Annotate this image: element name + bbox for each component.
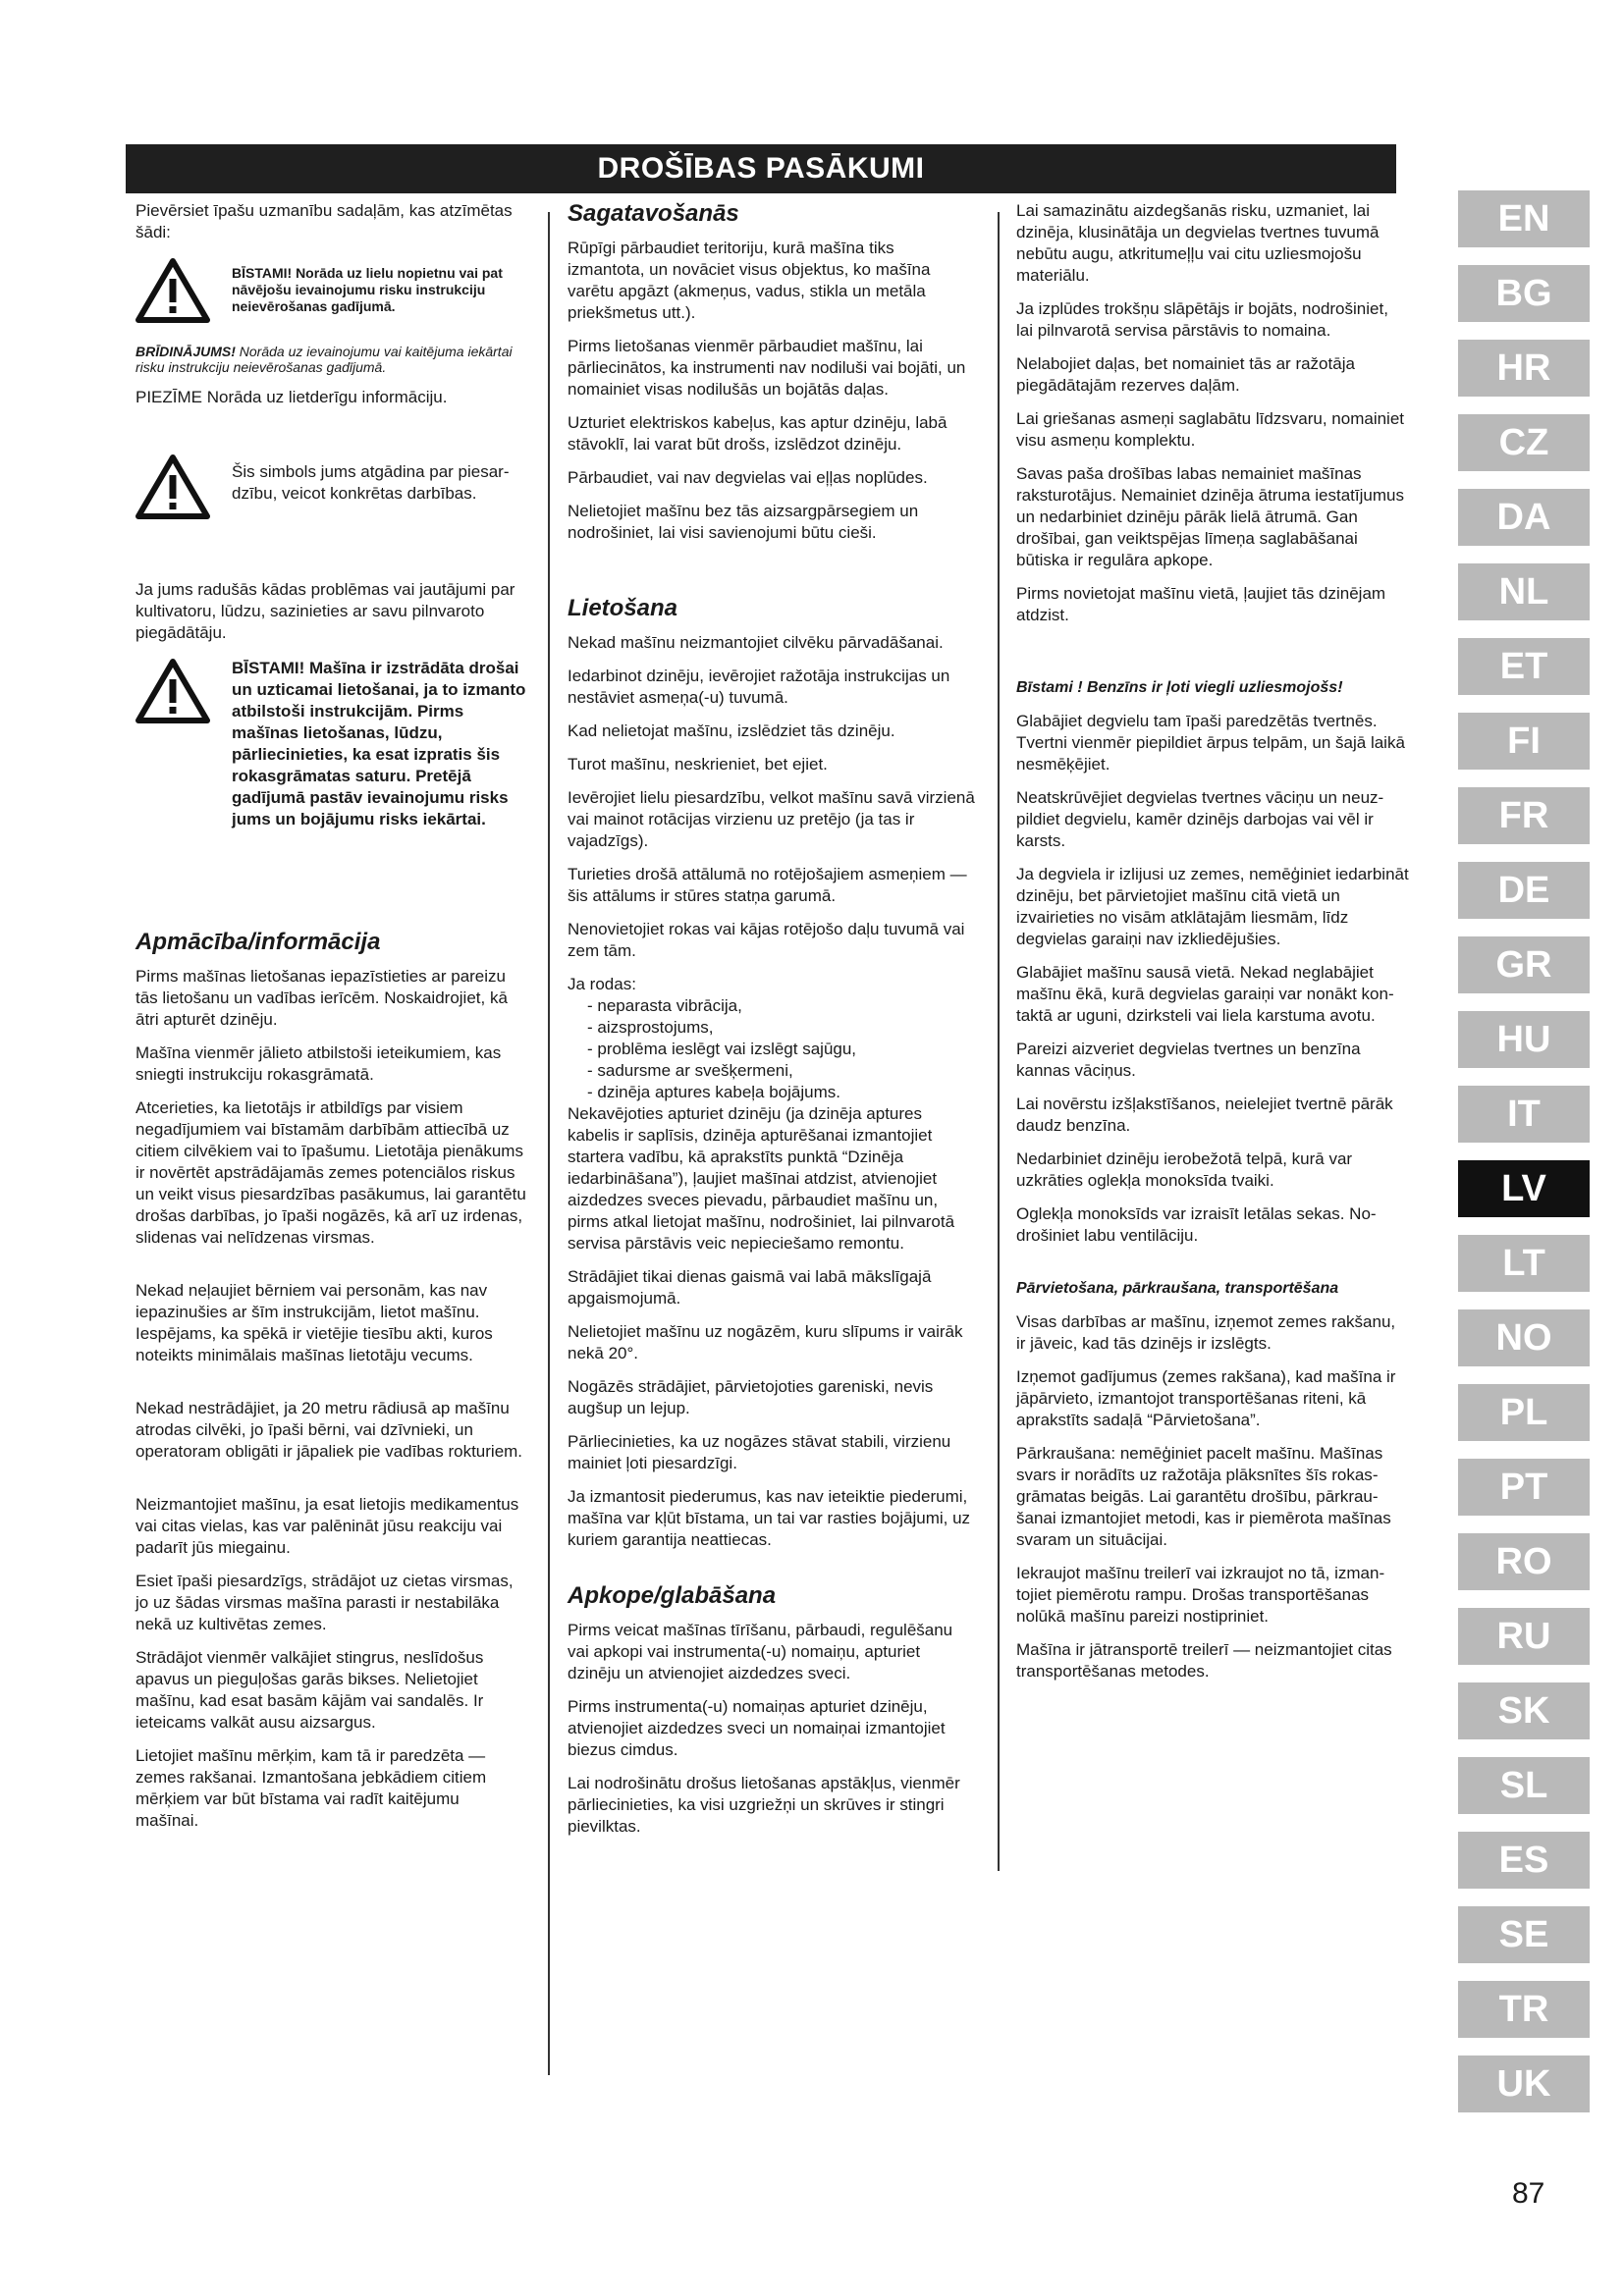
column-divider xyxy=(998,212,1000,1871)
paragraph: Strādājot vienmēr valkājiet stingrus, neslīdošus apavus un pieguļošas garās bikses. Nelietojiet mašīnu, kad esat basām kājām vai sandalēs. Ir ieteicams valkāt ausu aizsargus. xyxy=(135,1648,484,1732)
paragraph: Turot mašīnu, neskrieniet, bet ejiet. xyxy=(568,755,828,774)
caution-label: BRĪDINĀJUMS! xyxy=(135,344,236,359)
paragraph: Nekad nestrādājiet, ja 20 metru rādiusā ap mašīnu atrodas cilvēki, jo īpaši bērni, vai dzīvnieki, un operatoram obligāti ir jāpaliek pie vadības rokturiem. xyxy=(135,1399,523,1461)
column-divider xyxy=(548,212,550,2075)
paragraph: Nelietojiet mašīnu bez tās aizsargpārsegiem un nodrošiniet, lai visi savienojumi būtu cieši. xyxy=(568,502,919,542)
language-tab-sl[interactable]: SL xyxy=(1458,1757,1590,1814)
language-tab-pt[interactable]: PT xyxy=(1458,1459,1590,1516)
language-tab-da[interactable]: DA xyxy=(1458,489,1590,546)
list-item: - neparasta vibrācija, xyxy=(587,996,742,1015)
column-right xyxy=(1016,200,1409,1694)
paragraph: Nogāzēs strādājiet, pārvietojoties gareniski, nevis augšup un lejup. xyxy=(568,1377,934,1417)
paragraph: Ja degviela ir izlijusi uz zemes, nemēģiniet iedarbināt dzinēju, bet pārvietojiet mašīnu citā vietā un izvairieties no visām atklātajām liesmām, līdz degvielas garaiņi nav izkliedējušies. xyxy=(1016,865,1409,948)
list-item: - problēma ieslēgt vai izslēgt sajūgu, xyxy=(587,1040,857,1058)
paragraph: Pirms lietošanas vienmēr pārbaudiet mašīnu, lai pārliecinātos, ka instrumenti nav nodiluši vai bojāti, un nomainiet visas nodilušās un bojātās daļas. xyxy=(568,337,966,399)
list-item: - sadursme ar svešķermeni, xyxy=(587,1061,793,1080)
language-tab-bg[interactable]: BG xyxy=(1458,265,1590,322)
paragraph: Nekad neļaujiet bērniem vai personām, kas nav iepazinušies ar šīm instrukcijām, lietot mašīnu. Iespējams, ka spēkā ir vietējie tiesību akti, kuros noteikts minimālais mašīnas lietotāju vecums. xyxy=(135,1281,493,1364)
paragraph: Esiet īpaši piesardzīgs, strādājot uz cietas virsmas, jo uz šādas virsmas mašīna parasti ir nestabilāka nekā uz kultivētas zemes. xyxy=(135,1572,514,1633)
paragraph: Nenovietojiet rokas vai kājas rotējošo daļu tuvumā vai zem tām. xyxy=(568,920,965,960)
list-item: - dzinēja aptures kabeļa bojājums. xyxy=(587,1083,840,1101)
paragraph: Lai novērstu izšļakstīšanos, neielejiet tvertnē pārāk daudz benzīna. xyxy=(1016,1095,1393,1135)
caution-text: Norāda uz ievainojumu vai kaitējuma iekārtai risku instrukciju neievērošanas gadījumā. xyxy=(135,344,513,375)
language-tabs xyxy=(1458,190,1590,2130)
paragraph: Pārbaudiet, vai nav degvielas vai eļļas noplūdes. xyxy=(568,468,928,487)
paragraph: Ja izmantosit piederumus, kas nav ieteiktie piederumi, mašīna var kļūt bīstama, un tai var rasties bojājumi, uz kuriem garantija neattiecas. xyxy=(568,1487,971,1549)
paragraph: Pirms mašīnas lietošanas iepazīstieties ar pareizu tās lietošanu un vadības ierīcēm. Noskaidrojiet, kā ātri apturēt dzinēju. xyxy=(135,967,508,1029)
paragraph: Strādājiet tikai dienas gaismā vai labā mākslīgajā apgaismojumā. xyxy=(568,1267,932,1308)
paragraph: Nekad mašīnu neizmantojiet cilvēku pārvadāšanai. xyxy=(568,633,944,652)
page-header: DROŠĪBAS PASĀKUMI xyxy=(126,144,1396,193)
paragraph: Visas darbības ar mašīnu, izņemot zemes rakšanu, ir jāveic, kad tās dzinējs ir izslēgts. xyxy=(1016,1312,1396,1353)
paragraph: Kad nelietojat mašīnu, izslēdziet tās dzinēju. xyxy=(568,721,895,740)
list-item: - aizsprostojums, xyxy=(587,1018,714,1037)
paragraph: Neatskrūvējiet degvielas tvertnes vāciņu un neuzpildiet degvielu, kamēr dzinējs darbojas vai vēl ir karsts. xyxy=(1016,788,1384,850)
language-tab-fr[interactable]: FR xyxy=(1458,787,1590,844)
language-tab-lv[interactable]: LV xyxy=(1458,1160,1590,1217)
paragraph: Nekavējoties apturiet dzinēju (ja dzinēja aptures kabelis ir saplīsis, dzinēja apturēšanai izmantojiet startera vadību, kā aprakstīts punktā “Dzinēja iedarbināšana”), ļaujiet mašīnai atdzist, atvienojiet aizdedzes sveces pievadu, pārbaudiet mašīnu un, pirms atkal lietojat mašīnu, nodrošiniet, lai pilnvarotā servisa pārstāvis veic nepieciešamo remontu. xyxy=(568,1104,955,1253)
language-tab-pl[interactable]: PL xyxy=(1458,1384,1590,1441)
language-tab-uk[interactable]: UK xyxy=(1458,2056,1590,2112)
paragraph: Ja rodas: xyxy=(568,975,636,993)
language-tab-gr[interactable]: GR xyxy=(1458,936,1590,993)
paragraph: Pareizi aizveriet degvielas tvertnes un benzīna kannas vāciņus. xyxy=(1016,1040,1361,1080)
section-title-transport: Pārvietošana, pārkraušana, transportēšana xyxy=(1016,1280,1339,1297)
paragraph: Lai griešanas asmeņi saglabātu līdzsvaru, nomainiet visu asmeņu komplektu. xyxy=(1016,409,1405,450)
paragraph: Lai nodrošinātu drošus lietošanas apstākļus, vienmēr pārliecinieties, ka visi uzgriežņi un skrūves ir stingri pievilktas. xyxy=(568,1774,960,1836)
symbol-definition-text: Šis simbols jums atgādina par piesardzību, veicot konkrētas darbības. xyxy=(232,462,510,503)
danger-definition xyxy=(135,257,526,324)
language-tab-en[interactable]: EN xyxy=(1458,190,1590,247)
paragraph: Turieties drošā attālumā no rotējošajiem asmeņiem — šis attālums ir stūres statņa garumā. xyxy=(568,865,967,905)
paragraph: Glabājiet degvielu tam īpaši paredzētās tvertnēs. Tvertni vienmēr piepildiet ārpus telpām, un šajā laikā nesmēķējiet. xyxy=(1016,712,1405,774)
problems-text: Ja jums radušās kādas problēmas vai jautājumi par kultivatoru, lūdzu, sazinieties ar savu pilnvaroto piegādātāju. xyxy=(135,580,515,642)
section-title-use: Lietošana xyxy=(568,595,678,621)
language-tab-hu[interactable]: HU xyxy=(1458,1011,1590,1068)
symbol-definition xyxy=(135,454,526,520)
section-title-training: Apmācība/informācija xyxy=(135,929,381,955)
paragraph: Rūpīgi pārbaudiet teritoriju, kurā mašīna tiks izmantota, un novāciet visus objektus, ko mašīna varētu apgāzt (akmeņus, vadus, stikla un metāla priekšmetus utt.). xyxy=(568,239,931,322)
section-title-maintenance: Apkope/glabāšana xyxy=(568,1582,777,1609)
paragraph: Ievērojiet lielu piesardzību, velkot mašīnu savā virzienā vai mainot rotācijas virzienu uz pretējo (ja tas ir vajadzīgs). xyxy=(568,788,975,850)
language-tab-nl[interactable]: NL xyxy=(1458,563,1590,620)
paragraph: Mašīna ir jātransportē treilerī — neizmantojiet citas transportēšanas metodes. xyxy=(1016,1640,1392,1681)
paragraph: Pārliecinieties, ka uz nogāzes stāvat stabili, virzienu mainiet ļoti piesardzīgi. xyxy=(568,1432,951,1472)
column-middle xyxy=(568,200,975,1849)
section-title-fuel-danger: Bīstami ! Benzīns ir ļoti viegli uzliesmojošs! xyxy=(1016,679,1343,696)
paragraph: Ja izplūdes trokšņu slāpētājs ir bojāts, nodrošiniet, lai pilnvarotā servisa pārstāvis to nomaina. xyxy=(1016,299,1388,340)
column-left xyxy=(135,200,526,1843)
language-tab-fi[interactable]: FI xyxy=(1458,713,1590,770)
language-tab-sk[interactable]: SK xyxy=(1458,1682,1590,1739)
paragraph: Nelietojiet mašīnu uz nogāzēm, kuru slīpums ir vairāk nekā 20°. xyxy=(568,1322,963,1362)
language-tab-es[interactable]: ES xyxy=(1458,1832,1590,1889)
paragraph: Pārkraušana: nemēģiniet pacelt mašīnu. Mašīnas svars ir norādīts uz ražotāja plāksnītes šīs rokasgrāmatas beigās. Lai garantētu drošību, pārkraušanai izmantojiet metodi, kas ir piemērota mašīnas svaram un situācijai. xyxy=(1016,1444,1391,1549)
paragraph: Nelabojiet daļas, bet nomainiet tās ar ražotāja piegādātajām rezerves daļām. xyxy=(1016,354,1355,395)
language-tab-it[interactable]: IT xyxy=(1458,1086,1590,1143)
paragraph: Oglekļa monoksīds var izraisīt letālas sekas. Nodrošiniet labu ventilāciju. xyxy=(1016,1204,1377,1245)
intro-text: Pievērsiet īpašu uzmanību sadaļām, kas atzīmētas šādi: xyxy=(135,201,513,241)
language-tab-ro[interactable]: RO xyxy=(1458,1533,1590,1590)
language-tab-ru[interactable]: RU xyxy=(1458,1608,1590,1665)
paragraph: Savas paša drošības labas nemainiet mašīnas raksturotājus. Nemainiet dzinēja ātruma iestatījumus un nedarbiniet dzinēju pārāk lielā ātrumā. Gan drošībai, gan veiktspējas līmeņa saglabāšanai būtiska ir regulāra apkope. xyxy=(1016,464,1404,569)
language-tab-tr[interactable]: TR xyxy=(1458,1981,1590,2038)
danger-definition-text: BĪSTAMI! Norāda uz lielu nopietnu vai pat nāvējošu ievainojumu risku instrukciju neievērošanas gadījumā. xyxy=(232,265,503,314)
danger-main xyxy=(135,658,526,830)
paragraph: Neizmantojiet mašīnu, ja esat lietojis medikamentus vai citas vielas, kas var palēnināt jūsu reakciju vai padarīt jūs miegainu. xyxy=(135,1495,519,1557)
paragraph: Iekraujot mašīnu treilerī vai izkraujot no tā, izmantojiet piemērotu rampu. Drošas transportēšanas nolūkā mašīnu pareizi nostipriniet. xyxy=(1016,1564,1385,1626)
language-tab-no[interactable]: NO xyxy=(1458,1309,1590,1366)
note-definition: PIEZĪME Norāda uz lietderīgu informāciju. xyxy=(135,388,448,406)
paragraph: Glabājiet mašīnu sausā vietā. Nekad neglabājiet mašīnu ēkā, kurā degvielas garaiņi var nonākt kontaktā ar uguni, dzirksteli vai liela karstuma avotu. xyxy=(1016,963,1394,1025)
caution-definition xyxy=(135,344,526,375)
warning-triangle-icon xyxy=(135,257,214,324)
danger-main-text: BĪSTAMI! Mašīna ir izstrādāta drošai un uzticamai lietošanai, ja to izmanto atbilstoši instrukcijām. Pirms mašīnas lietošanas, lūdzu, pārliecinieties, ka esat izpratis šis rokasgrāmatas saturu. Pretējā gadījumā pastāv ievainojumu risks jums un bojājumu risks iekārtai. xyxy=(232,659,526,828)
paragraph: Lietojiet mašīnu mērķim, kam tā ir paredzēta — zemes rakšanai. Izmantošana jebkādiem citiem mērķiem var būt bīstama vai radīt kaitējumu mašīnai. xyxy=(135,1746,487,1830)
paragraph: Pirms instrumenta(-u) nomaiņas apturiet dzinēju, atvienojiet aizdedzes sveci un nomaiņai izmantojiet biezus cimdus. xyxy=(568,1697,946,1759)
warning-triangle-icon xyxy=(135,454,214,520)
language-tab-se[interactable]: SE xyxy=(1458,1906,1590,1963)
paragraph: Nedarbiniet dzinēju ierobežotā telpā, kurā var uzkrāties oglekļa monoksīda tvaiki. xyxy=(1016,1149,1353,1190)
page-number: 87 xyxy=(1512,2177,1545,2210)
paragraph: Pirms veicat mašīnas tīrīšanu, pārbaudi, regulēšanu vai apkopi vai instrumenta(-u) nomaiņu, apturiet dzinēju un atvienojiet aizdedzes sveci. xyxy=(568,1621,953,1682)
paragraph: Lai samazinātu aizdegšanās risku, uzmaniet, lai dzinēja, klusinātāja un degvielas tvertnes tuvumā nebūtu augu, atkritumeļļu vai citu uzliesmojošu materiālu. xyxy=(1016,201,1380,285)
language-tab-lt[interactable]: LT xyxy=(1458,1235,1590,1292)
warning-triangle-icon xyxy=(135,658,214,724)
paragraph: Mašīna vienmēr jālieto atbilstoši ieteikumiem, kas sniegti instrukciju rokasgrāmatā. xyxy=(135,1043,502,1084)
paragraph: Atcerieties, ka lietotājs ir atbildīgs par visiem negadījumiem vai bīstamām darbībām attiecībā uz citiem cilvēkiem vai to īpašumu. Lietotāja pienākums ir novērtēt apstrādājamās zemes potenciālos riskus un veikt visus piesardzības pasākumus, lai garantētu drošas darbības, jo īpaši nogāzēs, kā arī uz irdenas, slidenas vai nelīdzenas virsmas. xyxy=(135,1098,526,1247)
symptom-list xyxy=(587,995,975,1103)
paragraph: Uzturiet elektriskos kabeļus, kas aptur dzinēju, labā stāvoklī, lai varat būt drošs, izslēdzot dzinēju. xyxy=(568,413,947,454)
paragraph: Iedarbinot dzinēju, ievērojiet ražotāja instrukcijas un nestāviet asmeņa(-u) tuvumā. xyxy=(568,667,950,707)
language-tab-de[interactable]: DE xyxy=(1458,862,1590,919)
language-tab-et[interactable]: ET xyxy=(1458,638,1590,695)
language-tab-hr[interactable]: HR xyxy=(1458,340,1590,397)
paragraph: Pirms novietojat mašīnu vietā, ļaujiet tās dzinējam atdzist. xyxy=(1016,584,1386,624)
section-title-preparation: Sagatavošanās xyxy=(568,200,739,227)
paragraph: Izņemot gadījumus (zemes rakšana), kad mašīna ir jāpārvieto, izmantojot transportēšanas riteni, kā aprakstīts sadaļā “Pārvietošana”. xyxy=(1016,1367,1396,1429)
language-tab-cz[interactable]: CZ xyxy=(1458,414,1590,471)
